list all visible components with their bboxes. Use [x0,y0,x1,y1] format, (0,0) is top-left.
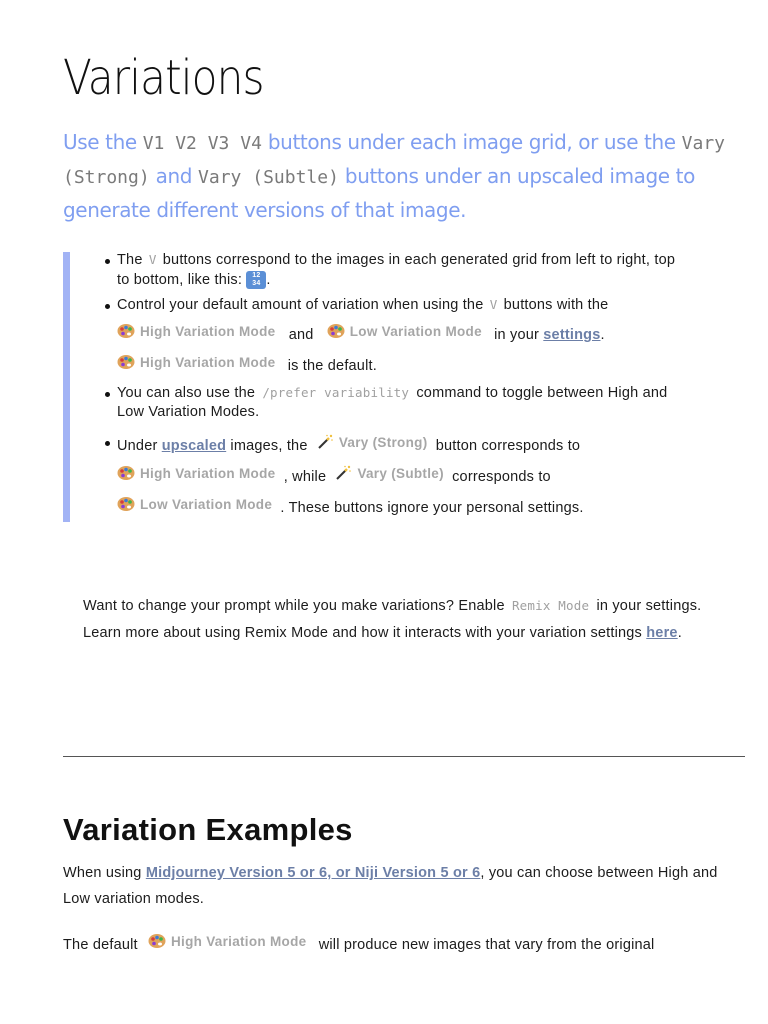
lead-text: buttons under each image grid, or use the [261,130,682,154]
inline-code: /prefer variability [262,385,410,400]
text: to bottom, like this: [117,271,247,288]
remix-note [83,592,723,647]
chip-label: High Variation Mode [140,323,276,339]
text: in your settings. Learn more about using Remix Mode and how it interacts with your variation settings [83,598,702,641]
page-title: Variations [63,50,264,106]
text: When using [63,865,146,881]
default-mode-paragraph [63,933,654,953]
magic-wand-icon [334,465,352,481]
high-variation-mode-chip [117,323,275,339]
chip-label: High Variation Mode [140,354,276,370]
text: . [600,327,605,343]
text: button corresponds to [435,438,581,454]
vary-strong-chip [316,434,428,450]
low-variation-mode-chip [327,323,482,339]
palette-icon [117,465,135,481]
text: images, the [226,438,308,454]
text: and [288,327,314,343]
examples-paragraph [63,860,745,912]
low-variation-mode-chip [117,496,272,512]
text: Under [117,438,162,454]
lead-code-vary-subtle: Vary (Subtle) [198,167,339,188]
chip-label: Vary (Strong) [338,434,428,450]
list-line [117,404,259,420]
text: . [266,271,271,288]
numbers-icon-text: 12 34 [252,272,261,287]
list-line [117,323,605,343]
divider [63,756,745,757]
list-line [117,354,377,374]
lead-paragraph [63,126,743,226]
inline-code-remix-mode: Remix Mode [511,598,590,613]
callout-block [63,252,745,522]
palette-icon [117,323,135,339]
text: You can also use the [117,385,260,401]
text: . [677,625,682,641]
high-variation-mode-chip [148,933,306,949]
chip-label: Low Variation Mode [349,323,482,339]
input-numbers-icon [246,271,266,289]
high-variation-mode-chip [117,465,275,481]
palette-icon [327,323,345,339]
text: Control your default amount of variation when using the [117,297,488,313]
settings-link[interactable]: settings [543,327,601,343]
chip-label: Low Variation Mode [140,496,273,512]
list-line [117,434,580,454]
inline-code: V [489,297,498,312]
palette-icon [148,933,166,949]
versions-link[interactable]: Midjourney Version 5 or 6, or Niji Version 5 or 6 [145,865,481,881]
chip-label: Vary (Subtle) [357,465,444,481]
list-line [117,252,675,268]
palette-icon [117,354,135,370]
text: will produce new images that vary from the original [318,937,655,953]
lead-text: Use the [63,130,143,154]
text: corresponds to [452,469,551,485]
text: in your [494,327,540,343]
list-line [117,271,271,289]
text: The default [63,937,138,953]
chip-label: High Variation Mode [170,933,307,949]
text: buttons correspond to the images in each generated grid from left to right, top [158,252,676,268]
text: Low Variation Modes. [117,404,260,420]
magic-wand-icon [316,434,334,450]
inline-code: V [148,252,157,267]
text: , while [283,469,327,485]
list-line [117,496,584,516]
list-line [117,465,551,485]
here-link[interactable]: here [646,625,678,641]
text: buttons with the [499,297,609,313]
lead-text: and [149,164,199,188]
vary-subtle-chip [334,465,443,481]
lead-text: buttons under an upscaled image to generate different versions of that image. [63,164,695,222]
lead-code-vary-strong: Vary (Strong) [63,133,725,188]
text: Want to change your prompt while you make variations? Enable [83,598,509,614]
high-variation-mode-chip [117,354,275,370]
list-line [117,297,608,313]
text: command to toggle between High and [412,385,668,401]
text: The [117,252,147,268]
text: is the default. [287,358,377,374]
section-heading: Variation Examples [63,812,353,847]
text: , you can choose between High and Low variation modes. [63,865,718,907]
palette-icon [117,496,135,512]
lead-code-v-buttons: V1 V2 V3 V4 [142,133,262,154]
text: . These buttons ignore your personal settings. [280,500,584,516]
list-line [117,385,667,401]
upscaled-link[interactable]: upscaled [161,438,227,454]
chip-label: High Variation Mode [140,465,276,481]
